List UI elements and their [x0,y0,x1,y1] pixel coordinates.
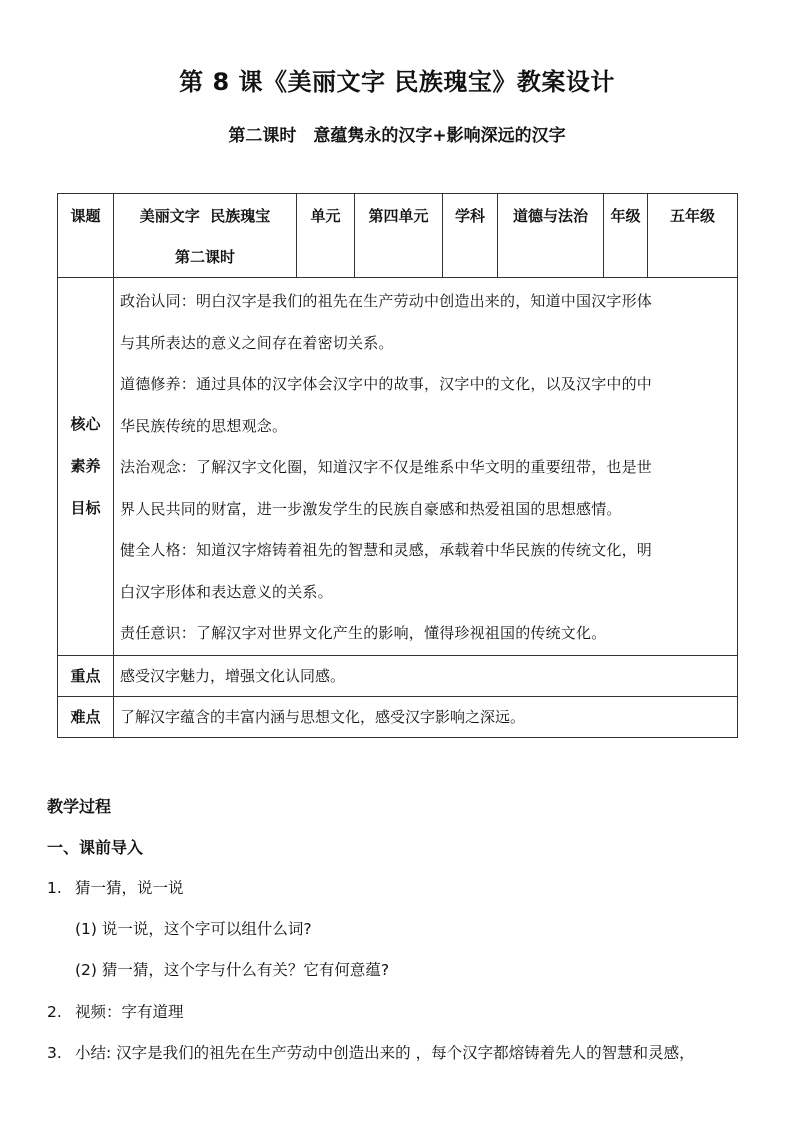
list-item-text: 视频：字有道理 [75,1003,184,1021]
difficulty-label: 难点 [58,696,114,737]
section-heading-1: 一、课前导入 [47,838,144,857]
list-item-number: 1. [47,879,62,897]
goal-line: 健全人格：知道汉字熔铸着祖先的智慧和灵感，承载着中华民族的传统文化，明 [120,541,653,559]
goal-line: 白汉字形体和表达意义的关系。 [120,582,333,601]
goal-line: 与其所表达的意义之间存在着密切关系。 [120,333,394,352]
goals-label-line-2: 素养 [70,457,101,476]
unit-value: 第四单元 [355,194,443,278]
unit-label: 单元 [297,194,355,278]
list-item [47,1041,695,1063]
difficulty-value: 了解汉字蕴含的丰富内涵与思想文化，感受汉字影响之深远。 [114,696,738,737]
goals-row [58,278,738,656]
page-subtitle: 第二课时 意蕴隽永的汉字+影响深远的汉字 [228,126,566,146]
list-item-number: 3. [47,1044,62,1062]
subject-label: 学科 [443,194,498,278]
list-item-text: 猜一猜，说一说 [75,879,184,897]
key-row [58,655,738,696]
grade-value: 五年级 [648,194,738,278]
goals-content [114,278,738,656]
topic-line-2: 第二课时 [174,248,235,266]
key-value: 感受汉字魅力，增强文化认同感。 [114,655,738,696]
list-item-number: 2. [47,1003,62,1021]
lesson-info-table [57,193,738,738]
sub-list-item: (2) 猜一猜，这个字与什么有关？它有何意蕴? [75,961,390,979]
sub-list-item: (1) 说一说，这个字可以组什么词? [75,920,312,938]
difficulty-row [58,696,738,737]
topic-value [114,194,297,278]
goals-label [58,278,114,656]
goals-label-line-1: 核心 [70,415,101,434]
page-title: 第 8 课《美丽文字 民族瑰宝》教案设计 [179,68,615,96]
goal-line: 法治观念：了解汉字文化圈，知道汉字不仅是维系中华文明的重要纽带，也是世 [120,458,653,476]
goal-line: 华民族传统的思想观念。 [120,416,288,435]
list-item [47,876,184,898]
header-row [58,194,738,278]
topic-line-1: 美丽文字 民族瑰宝 [139,207,271,225]
goals-label-line-3: 目标 [70,499,101,518]
topic-label: 课题 [58,194,114,278]
grade-label: 年级 [604,194,648,278]
goal-line: 界人民共同的财富，进一步激发学生的民族自豪感和热爱祖国的思想感情。 [120,499,622,518]
list-item-text: 小结: 汉字是我们的祖先在生产劳动中创造出来的 ，每个汉字都熔铸着先人的智慧和灵感， [75,1044,695,1062]
list-item [47,1000,184,1022]
process-heading: 教学过程 [47,797,112,816]
subject-value: 道德与法治 [498,194,604,278]
key-label: 重点 [58,655,114,696]
goal-line: 道德修养：通过具体的汉字体会汉字中的故事，汉字中的文化，以及汉字中的中 [120,375,653,393]
goal-line: 责任意识：了解汉字对世界文化产生的影响，懂得珍视祖国的传统文化。 [120,624,607,642]
goal-line: 政治认同：明白汉字是我们的祖先在生产劳动中创造出来的，知道中国汉字形体 [120,292,653,310]
